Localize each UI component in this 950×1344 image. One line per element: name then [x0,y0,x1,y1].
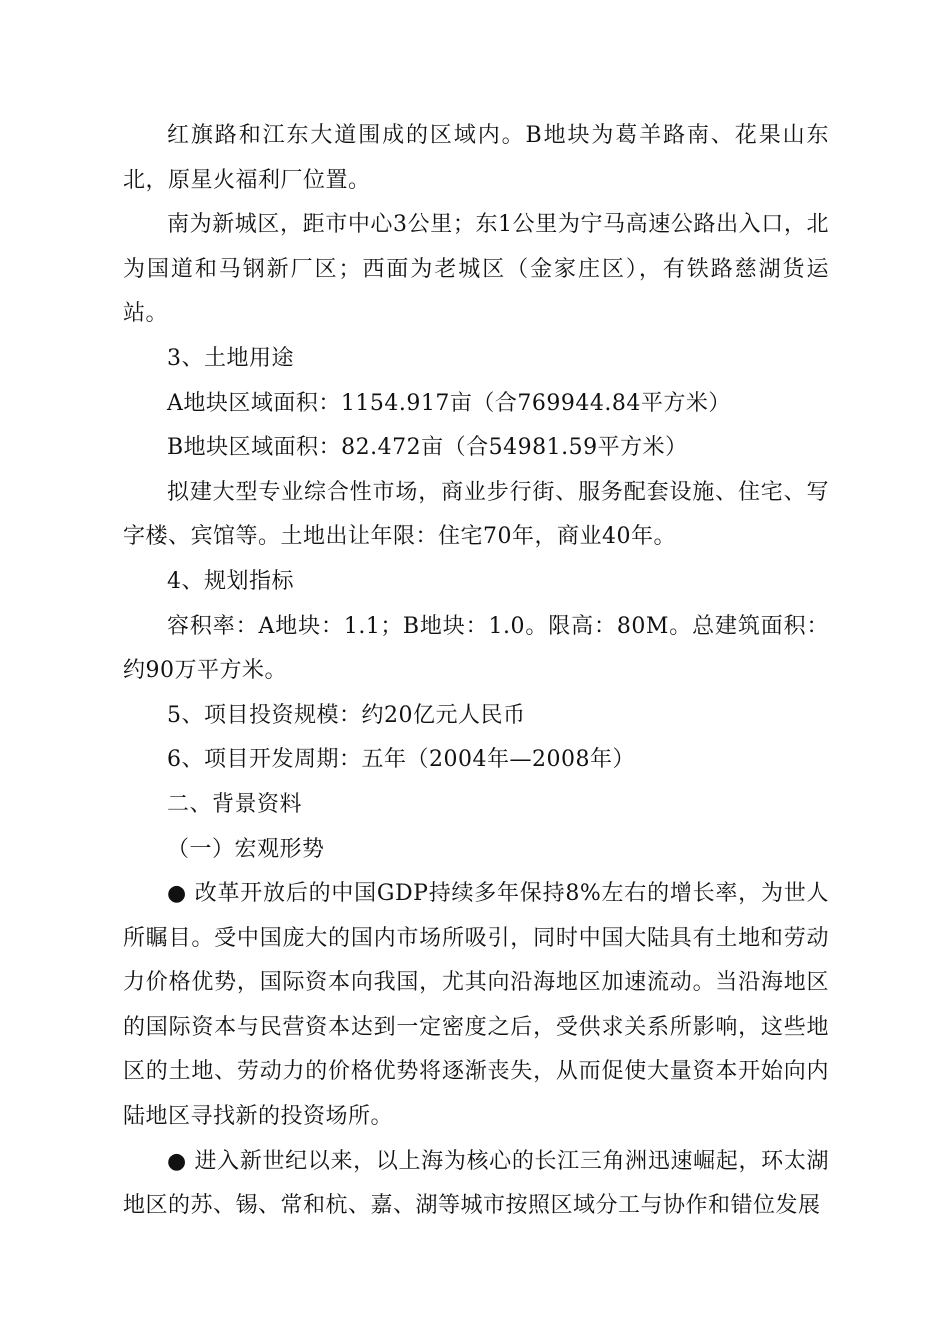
heading-planning-indicators: 4、规划指标 [167,568,294,594]
paragraph-plot-b-area: B地块区域面积：82.472亩（合54981.59平方米） [167,435,688,461]
paragraph-development-period: 6、项目开发周期：五年（2004年—2008年） [167,747,635,773]
heading-macro-situation: （一）宏观形势 [167,836,325,862]
paragraph-location-continued: 红旗路和江东大道围成的区域内。B地块为葛羊路南、花果山东北，原星火福利厂位置。 [123,123,829,193]
bullet-paragraph-yangtze-delta: ● 进入新世纪以来，以上海为核心的长江三角洲迅速崛起，环太湖地区的苏、锡、常和杭、嘉、湖等城市按照区域分工与协作和错位发展 [123,1148,829,1219]
paragraph-plot-a-area: A地块区域面积：1154.917亩（合769944.84平方米） [167,390,731,416]
paragraph-surroundings: 南为新城区，距市中心3公里；东1公里为宁马高速公路出入口，北为国道和马钢新厂区；西面为老城区（金家庄区），有铁路慈湖货运站。 [123,212,829,327]
paragraph-investment-scale: 5、项目投资规模：约20亿元人民币 [167,702,526,728]
heading-background: 二、背景资料 [167,791,303,817]
paragraph-planned-construction: 拟建大型专业综合性市场，商业步行街、服务配套设施、住宅、写字楼、宾馆等。土地出让年限：住宅70年，商业40年。 [123,479,829,550]
bullet-paragraph-gdp: ● 改革开放后的中国GDP持续多年保持8%左右的增长率，为世人所瞩目。受中国庞大的国内市场所吸引，同时中国大陆具有土地和劳动力价格优势，国际资本向我国，尤其向沿海地区加速流动。当沿海地区的国际资本与民营资本达到一定密度之后，受供求关系所影响，这些地区的土地、劳动力的价格优势将逐渐丧失，从而促使大量资本开始向内陆地区寻找新的投资场所。 [123,881,829,1130]
paragraph-plot-ratio: 容积率：A地块：1.1；B地块：1.0。限高：80M。总建筑面积：约90万平方米。 [123,613,829,684]
heading-land-use: 3、土地用途 [167,345,294,371]
document-body [123,114,829,1229]
